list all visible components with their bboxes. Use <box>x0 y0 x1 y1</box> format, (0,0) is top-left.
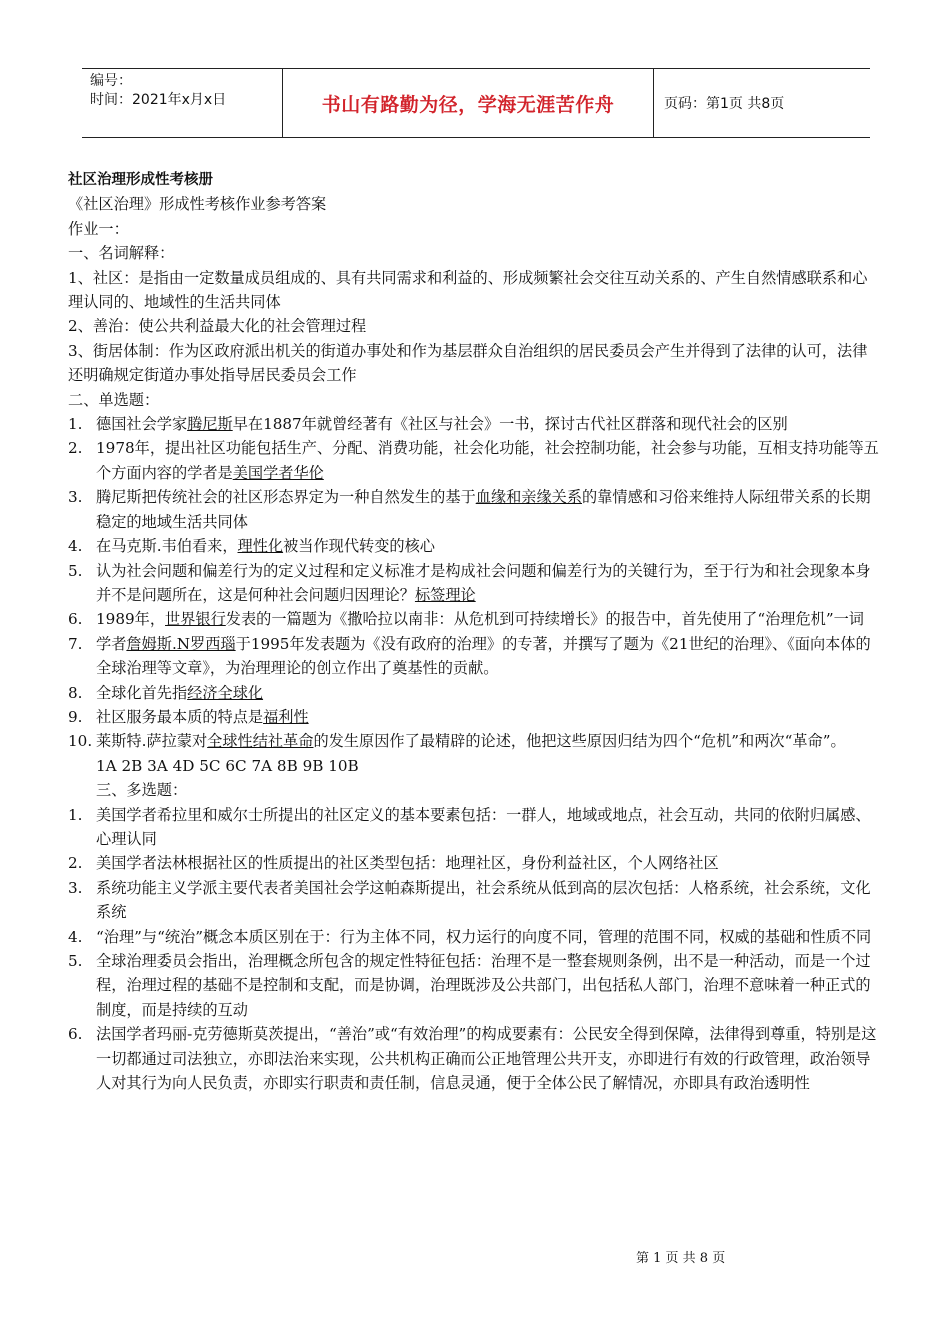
definition-item: 2、善治：使公共利益最大化的社会管理过程 <box>68 317 367 336</box>
item-text: 全球治理委员会指出，治理概念所包含的规定性特征包括：治理不是一整套规则条例，出不是一种活动，而是一个过程，治理过程的基础不是控制和支配，而是协调，治理既涉及公共部门，出包括私人部门，治理不意味着一种正式的制度，而是持续的互动 <box>96 952 871 1019</box>
item-number: 10. <box>68 732 93 751</box>
item-number: 4. <box>68 537 83 556</box>
answer-text: 腾尼斯 <box>187 415 233 434</box>
multi-choice-item <box>68 803 880 852</box>
item-number: 3. <box>68 488 83 507</box>
item-number: 8. <box>68 683 83 702</box>
single-choice-item <box>68 729 880 753</box>
answer-text: 詹姆斯.N罗西瑙 <box>126 634 236 653</box>
single-choice-item <box>68 436 880 485</box>
document-body <box>68 168 880 1095</box>
time-label: 时间：2021年x月x日 <box>90 92 227 108</box>
item-text: 美国学者希拉里和威尔士所提出的社区定义的基本要素包括：一群人，地域或地点，社会互动，共同的依附归属感、心理认同 <box>96 805 871 848</box>
multi-choice-item <box>68 876 880 925</box>
item-number: 6. <box>68 610 83 629</box>
item-text: 美国学者法林根据社区的性质提出的社区类型包括：地理社区，身份利益社区，个人网络社区 <box>96 854 719 873</box>
single-choice-item <box>68 485 880 534</box>
page-header <box>82 68 870 138</box>
doc-subtitle: 《社区治理》形成性考核作业参考答案 <box>68 195 327 214</box>
question-text: 的靠情感和习俗来维持人际纽带关系的长期稳定的地域生活共同体 <box>96 488 871 531</box>
multi-choice-item <box>68 851 880 875</box>
question-text: 社区服务最本质的特点是 <box>96 707 264 726</box>
item-number: 1. <box>68 415 83 434</box>
item-number: 1. <box>68 805 83 824</box>
item-number: 2. <box>68 854 83 873</box>
single-choice-item <box>68 681 880 705</box>
multi-choice-item <box>68 949 880 1022</box>
question-text: 的发生原因作了最精辟的论述，他把这些原因归结为四个“危机”和两次“革命”。 <box>313 732 846 751</box>
item-number: 6. <box>68 1025 83 1044</box>
question-text: 发表的一篇题为《撒哈拉以南非：从危机到可持续增长》的报告中，首先使用了“治理危机”一词 <box>225 610 864 629</box>
item-text: 系统功能主义学派主要代表者美国社会学这帕森斯提出，社会系统从低到高的层次包括：人格系统，社会系统，文化系统 <box>96 878 871 922</box>
item-number: 4. <box>68 927 83 946</box>
answer-text: 理性化 <box>237 537 284 556</box>
single-choice-item <box>68 632 880 681</box>
item-text: 法国学者玛丽-克劳德斯莫茨提出，“善治”或“有效治理”的构成要素有：公民安全得到保障，法律得到尊重，特别是这一切都通过司法独立，亦即法治来实现，公共机构正确而公正地管理公共开支，亦即进行有效的行政管理，政治领导人对其行为向人民负责，亦即实行职责和责任制，信息灵通，便于全体公民了解情况，亦即具有政治透明性 <box>96 1025 877 1093</box>
multi-choice-item <box>68 1022 880 1095</box>
section1-heading: 一、名词解释： <box>68 244 175 263</box>
answer-text: 福利性 <box>263 707 309 726</box>
question-text: 腾尼斯把传统社会的社区形态界定为一种自然发生的基于 <box>96 488 476 507</box>
item-number: 5. <box>68 561 83 580</box>
question-text: 德国社会学家 <box>96 415 188 434</box>
question-text: 1989年， <box>96 610 166 629</box>
answer-text: 美国学者华伦 <box>232 463 324 482</box>
question-text: 学者 <box>96 634 127 653</box>
definition-item: 3、街居体制：作为区政府派出机关的街道办事处和作为基层群众自治组织的居民委员会产生并得到了法律的认可，法律还明确规定街道办事处指导居民委员会工作 <box>68 341 868 385</box>
multiple-choice-list <box>68 803 880 1096</box>
item-text: “治理”与“统治”概念本质区别在于：行为主体不同，权力运行的向度不同，管理的范围不同，权威的基础和性质不同 <box>96 927 872 946</box>
answer-text: 血缘和亲缘关系 <box>475 488 582 507</box>
page-footer: 第 1 页 共 8 页 <box>636 1251 726 1266</box>
definition-item: 1、社区：是指由一定数量成员组成的、具有共同需求和利益的、形成频繁社会交往互动关系的、产生自然情感联系和心理认同的、地域性的生活共同体 <box>68 268 868 312</box>
doc-title: 社区治理形成性考核册 <box>68 172 213 188</box>
homework-label: 作业一： <box>68 219 129 238</box>
header-left-cell <box>82 69 282 137</box>
single-choice-list <box>68 412 880 778</box>
single-choice-item <box>68 705 880 729</box>
item-number: 9. <box>68 707 83 726</box>
item-number: 5. <box>68 952 83 970</box>
item-number: 3. <box>68 878 83 897</box>
question-text: 被当作现代转变的核心 <box>283 537 435 556</box>
motto: 书山有路勤为径，学海无涯苦作舟 <box>282 69 654 137</box>
number-label: 编号： <box>90 73 132 89</box>
answer-key: 1A 2B 3A 4D 5C 6C 7A 8B 9B 10B <box>96 756 359 775</box>
single-choice-item <box>68 412 880 436</box>
single-choice-item <box>68 607 880 631</box>
multi-choice-item <box>68 925 880 949</box>
question-text: 1978年，提出社区功能包括生产、分配、消费功能，社会化功能，社会控制功能，社会参与功能，互相支持功能等五个方面内容的学者是 <box>96 439 879 482</box>
section3-heading: 三、多选题： <box>96 781 188 800</box>
question-text: 莱斯特.萨拉蒙对 <box>96 732 208 751</box>
answer-text: 标签理论 <box>414 585 476 604</box>
single-choice-item <box>68 534 880 558</box>
question-text: 在马克斯.韦伯看来， <box>96 537 238 556</box>
page-label: 页码：第1页 共8页 <box>664 96 785 112</box>
question-text: 早在1887年就曾经著有《社区与社会》一书，探讨古代社区群落和现代社会的区别 <box>232 415 788 434</box>
section2-heading: 二、单选题： <box>68 390 160 409</box>
answer-text: 世界银行 <box>165 610 226 629</box>
item-number: 7. <box>68 634 83 653</box>
single-choice-item <box>68 559 880 608</box>
item-number: 2. <box>68 439 83 458</box>
question-text: 于1995年发表题为《没有政府的治理》的专著，并撰写了题为《21世纪的治理》、《面向本体的全球治理等文章》，为治理理论的创立作出了奠基性的贡献。 <box>96 634 871 678</box>
question-text: 全球化首先指 <box>96 683 188 702</box>
answer-text: 经济全球化 <box>187 683 264 702</box>
question-text: 认为社会问题和偏差行为的定义过程和定义标准才是构成社会问题和偏差行为的关键行为，至于行为和社会现象本身并不是问题所在，这是何种社会问题归因理论？ <box>96 561 871 604</box>
answer-text: 全球性结社革命 <box>207 732 314 751</box>
